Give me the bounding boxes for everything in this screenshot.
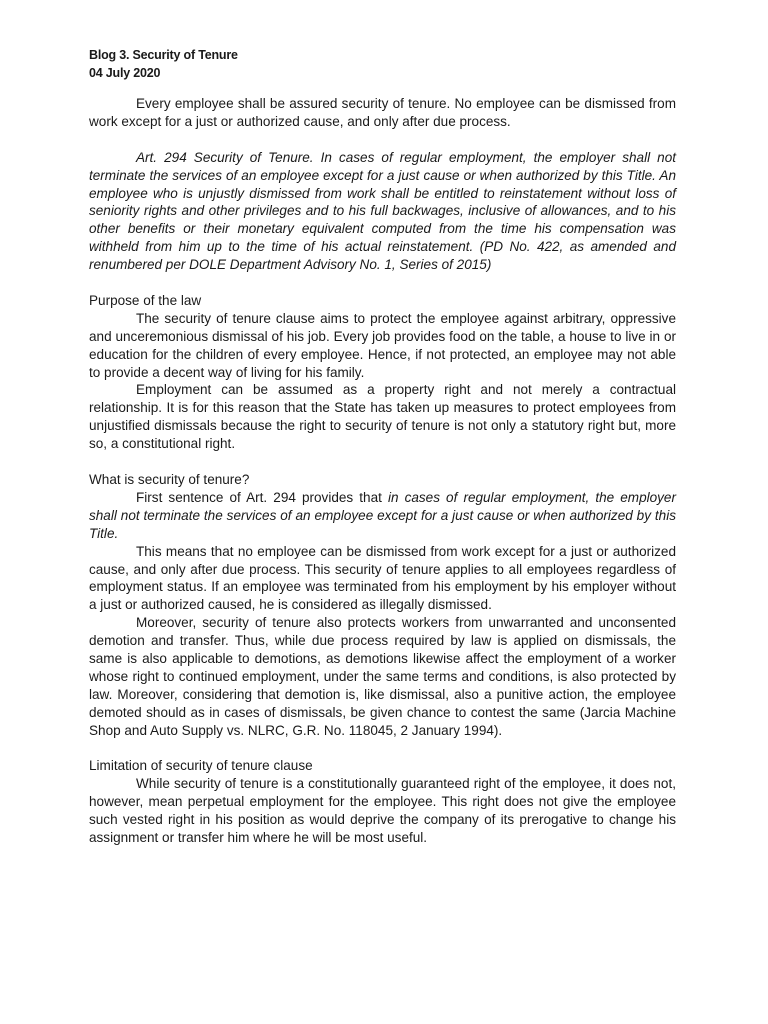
- what-paragraph-1: [89, 489, 676, 543]
- blog-title: Blog 3. Security of Tenure: [89, 48, 238, 62]
- intro-paragraph: Every employee shall be assured security of tenure. No employee can be dismissed from work except for a just or authorized cause, and only after due process.: [89, 96, 676, 129]
- purpose-paragraph-1: The security of tenure clause aims to protect the employee against arbitrary, oppressive and unceremonious dismissal of his job. Every job provides food on the table, a house to live in or education for the children of every employee. Hence, if not protected, an employee may not able to provide a decent way of living for his family.: [89, 310, 676, 380]
- what-heading: What is security of tenure?: [89, 471, 250, 487]
- limitation-paragraph-1: While security of tenure is a constitutionally guaranteed right of the employee, it does not, however, mean perpetual employment for the employee. This right does not give the employee such vested right in his position as would deprive the company of its prerogative to change his assignment or transfer him where he will be most useful.: [89, 776, 676, 846]
- document-header: [89, 46, 238, 82]
- article-quote: Art. 294 Security of Tenure. In cases of regular employment, the employer shall not terminate the services of an employee except for a just cause or when authorized by this Title. An employee who is unjustly dismissed from work shall be entitled to reinstatement without loss of seniority rights and other privileges and to his full backwages, inclusive of allowances, and to his other benefits or their monetary equivalent computed from the time his compensation was withheld from him up to the time of his actual reinstatement. (PD No. 422, as amended and renumbered per DOLE Department Advisory No. 1, Series of 2015): [89, 149, 676, 273]
- purpose-heading: Purpose of the law: [89, 292, 202, 308]
- limitation-heading: Limitation of security of tenure clause: [89, 758, 313, 774]
- blog-date: 04 July 2020: [89, 66, 161, 80]
- what-paragraph-1-quote: in cases of regular employment, the employer shall not terminate the services of an employee except for a just cause or when authorized by this Title.: [89, 489, 676, 541]
- what-paragraph-3: Moreover, security of tenure also protects workers from unwarranted and unconsented demotion and transfer. Thus, while due process required by law is applied on dismissals, the same is also applicable to demotions, as demotions likewise affect the employment of a worker whose right to continued employment, under the same terms and conditions, is also protected by law. Moreover, considering that demotion is, like dismissal, also a punitive action, the employee demoted should as in cases of dismissals, be given chance to contest the same (Jarcia Machine Shop and Auto Supply vs. NLRC, G.R. No. 118045, 2 January 1994).: [89, 615, 676, 738]
- what-paragraph-1-lead: First sentence of Art. 294 provides that: [136, 489, 388, 505]
- what-paragraph-2: This means that no employee can be dismissed from work except for a just or authorized cause, and only after due process. This security of tenure applies to all employees regardless of employment status. If an employee was terminated from his employment by his employer without a just or authorized caused, he is considered as illegally dismissed.: [89, 543, 676, 613]
- document-body: [89, 95, 676, 847]
- purpose-paragraph-2: Employment can be assumed as a property right and not merely a contractual relationship. It is for this reason that the State has taken up measures to protect employees from unjustified dismissals because the right to security of tenure is not only a statutory right but, more so, a constitutional right.: [89, 382, 676, 452]
